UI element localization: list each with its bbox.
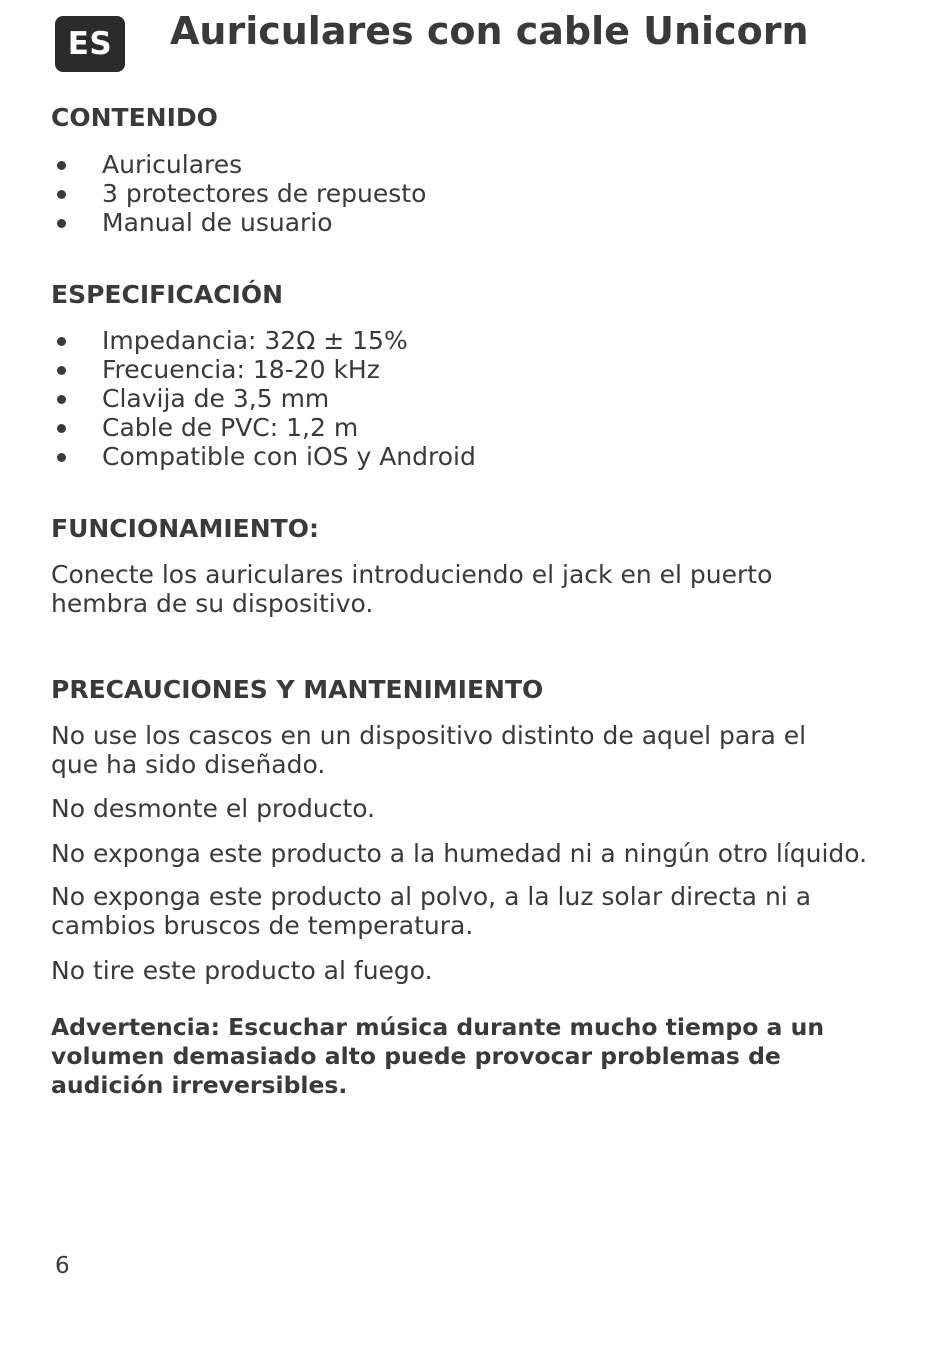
list-item xyxy=(51,442,476,471)
list-item-text: Cable de PVC: 1,2 m xyxy=(102,413,359,442)
bullet-icon xyxy=(57,453,66,462)
language-badge: ES xyxy=(55,16,125,72)
precaution-paragraph: No tire este producto al fuego. xyxy=(51,956,433,985)
operation-heading: FUNCIONAMIENTO: xyxy=(51,514,319,543)
list-item xyxy=(51,179,426,208)
precaution-paragraph: No desmonte el producto. xyxy=(51,794,376,823)
bullet-icon xyxy=(57,161,66,170)
list-item-text: Compatible con iOS y Android xyxy=(102,442,476,471)
page-number: 6 xyxy=(55,1253,70,1279)
hearing-warning: Advertencia: Escuchar música durante mucho tiempo a un volumen demasiado alto puede provocar problemas de audición irreversibles. xyxy=(51,1013,825,1099)
bullet-icon xyxy=(57,395,66,404)
list-item-text: Auriculares xyxy=(102,150,243,179)
bullet-icon xyxy=(57,424,66,433)
list-item xyxy=(51,384,476,413)
list-item xyxy=(51,326,476,355)
list-item-text: 3 protectores de repuesto xyxy=(102,179,427,208)
list-item xyxy=(51,355,476,384)
list-item-text: Frecuencia: 18-20 kHz xyxy=(102,355,380,384)
list-item xyxy=(51,208,426,237)
bullet-icon xyxy=(57,219,66,228)
list-item xyxy=(51,150,426,179)
specification-list xyxy=(51,326,476,471)
list-item-text: Manual de usuario xyxy=(102,208,333,237)
precaution-paragraph: No exponga este producto al polvo, a la luz solar directa ni a cambios bruscos de temperatura. xyxy=(51,882,812,940)
specification-heading: ESPECIFICACIÓN xyxy=(51,280,284,309)
list-item-text: Impedancia: 32Ω ± 15% xyxy=(102,326,408,355)
bullet-icon xyxy=(57,366,66,375)
operation-text: Conecte los auriculares introduciendo el jack en el puerto hembra de su dispositivo. xyxy=(51,560,773,618)
contents-list xyxy=(51,150,426,237)
list-item xyxy=(51,413,476,442)
precaution-paragraph: No exponga este producto a la humedad ni a ningún otro líquido. xyxy=(51,839,868,868)
list-item-text: Clavija de 3,5 mm xyxy=(102,384,330,413)
contents-heading: CONTENIDO xyxy=(51,103,218,132)
bullet-icon xyxy=(57,337,66,346)
precautions-heading: PRECAUCIONES Y MANTENIMIENTO xyxy=(51,675,544,704)
page-title: Auriculares con cable Unicorn xyxy=(170,9,809,53)
precaution-paragraph: No use los cascos en un dispositivo distinto de aquel para el que ha sido diseñado. xyxy=(51,721,807,779)
bullet-icon xyxy=(57,190,66,199)
